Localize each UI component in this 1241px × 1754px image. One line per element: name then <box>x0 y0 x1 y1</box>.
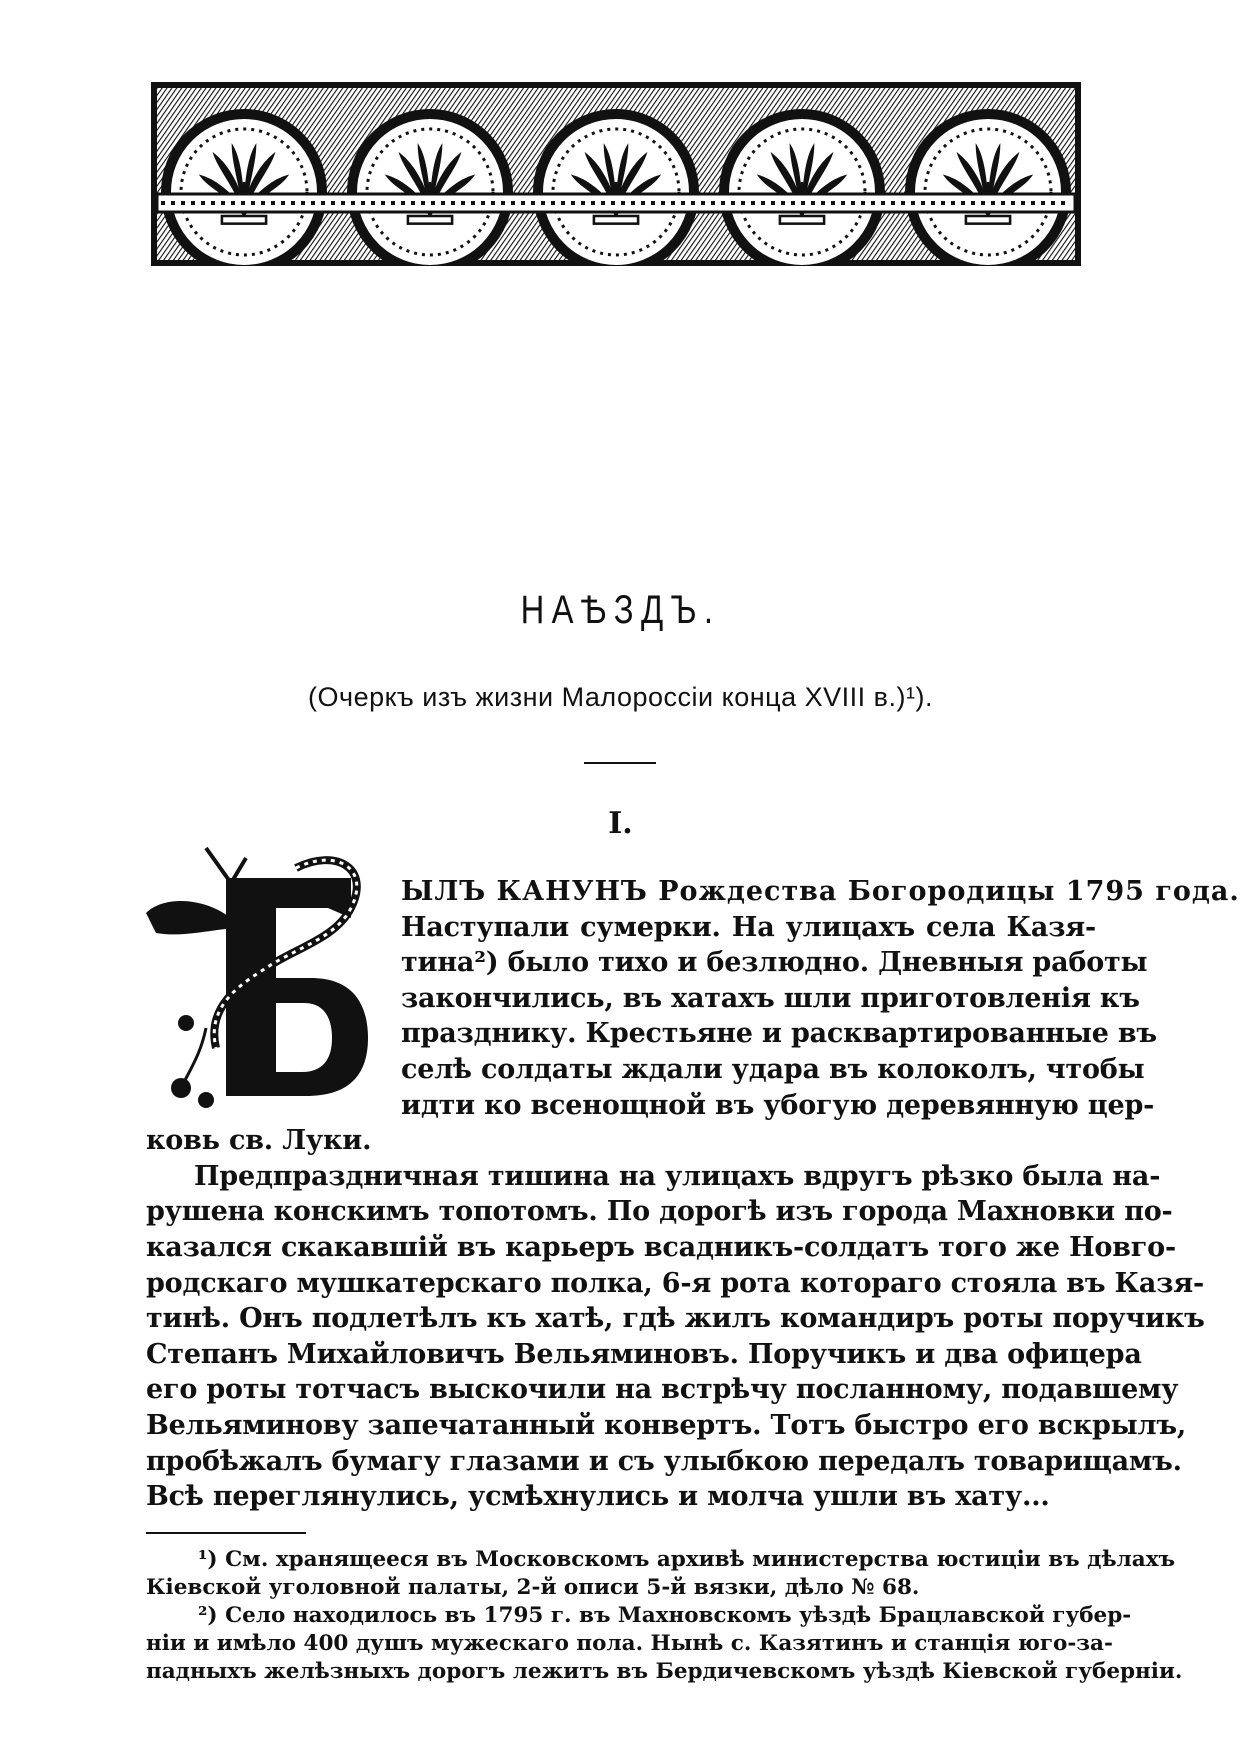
footnote-divider <box>146 1532 306 1534</box>
title-divider <box>584 762 656 764</box>
footnote-line: Кіевской уголовной палаты, 2-й описи 5-й вязки, дѣло № 68. <box>146 1575 920 1600</box>
body-line: его роты тотчасъ выскочили на встрѣчу посланному, подавшему <box>146 1374 1179 1406</box>
body-line: тина²) было тихо и безлюдно. Дневныя работы <box>401 947 1148 979</box>
body-line: Вельяминову запечатанный конвертъ. Тотъ быстро его вскрылъ, <box>146 1409 1187 1441</box>
body-line: празднику. Крестьяне и расквартированные въ <box>401 1018 1157 1050</box>
body-line: тинѣ. Онъ подлетѣлъ къ хатѣ, гдѣ жилъ командиръ роты поручикъ <box>146 1303 1205 1335</box>
footnote-line: падныхъ желѣзныхъ дорогъ лежитъ въ Бердичевскомъ уѣздѣ Кіевской губерніи. <box>146 1659 1183 1684</box>
body-line: ковь св. Луки. <box>146 1125 372 1157</box>
chapter-number: I. <box>608 806 633 841</box>
body-line: рушена конскимъ топотомъ. По дорогѣ изъ города Махновки по- <box>146 1196 1173 1228</box>
body-line: казался скакавшій въ карьеръ всадникъ-солдатъ того же Новго- <box>146 1231 1176 1263</box>
body-line: Степанъ Михайловичъ Вельяминовъ. Поручикъ и два офицера <box>146 1338 1142 1370</box>
body-line: ЫЛЪ КАНУНЪ Рождества Богородицы 1795 года. <box>401 876 1240 907</box>
footnote-line: ²) Село находилось въ 1795 г. въ Махновскомъ уѣздѣ Брацлавской губер- <box>198 1603 1132 1628</box>
ornamental-header-band <box>151 82 1081 266</box>
body-line: идти ко всенощной въ убогую деревянную цер- <box>401 1089 1155 1121</box>
page-title: НАѢЗДЪ. <box>520 588 721 632</box>
body-line: Наступали сумерки. На улицахъ села Казя- <box>401 911 1096 943</box>
footnote-line: ніи и имѣло 400 душъ мужескаго пола. Нынѣ с. Казятинъ и станція юго-за- <box>146 1631 1113 1656</box>
footnote-line: ¹) См. хранящееся въ Московскомъ архивѣ министерства юстиціи въ дѣлахъ <box>198 1547 1176 1572</box>
body-line: селѣ солдаты ждали удара въ колоколъ, чтобы <box>401 1053 1145 1085</box>
body-line: Всѣ переглянулись, усмѣхнулись и молча ушли въ хату... <box>146 1481 1050 1513</box>
article-body <box>146 874 1240 1515</box>
page-subtitle: (Очеркъ изъ жизни Малороссіи конца XVIII в.)¹). <box>308 682 933 712</box>
body-line: закончились, въ хатахъ шли приготовленія къ <box>401 982 1140 1014</box>
body-line: родскаго мушкатерскаго полка, 6-я рота котораго стояла въ Казя- <box>146 1267 1204 1299</box>
body-line: пробѣжалъ бумагу глазами и съ улыбкою передалъ товарищамъ. <box>146 1445 1182 1477</box>
body-line: Предпраздничная тишина на улицахъ вдругъ рѣзко была на- <box>194 1160 1161 1192</box>
footnotes <box>146 1546 1183 1686</box>
